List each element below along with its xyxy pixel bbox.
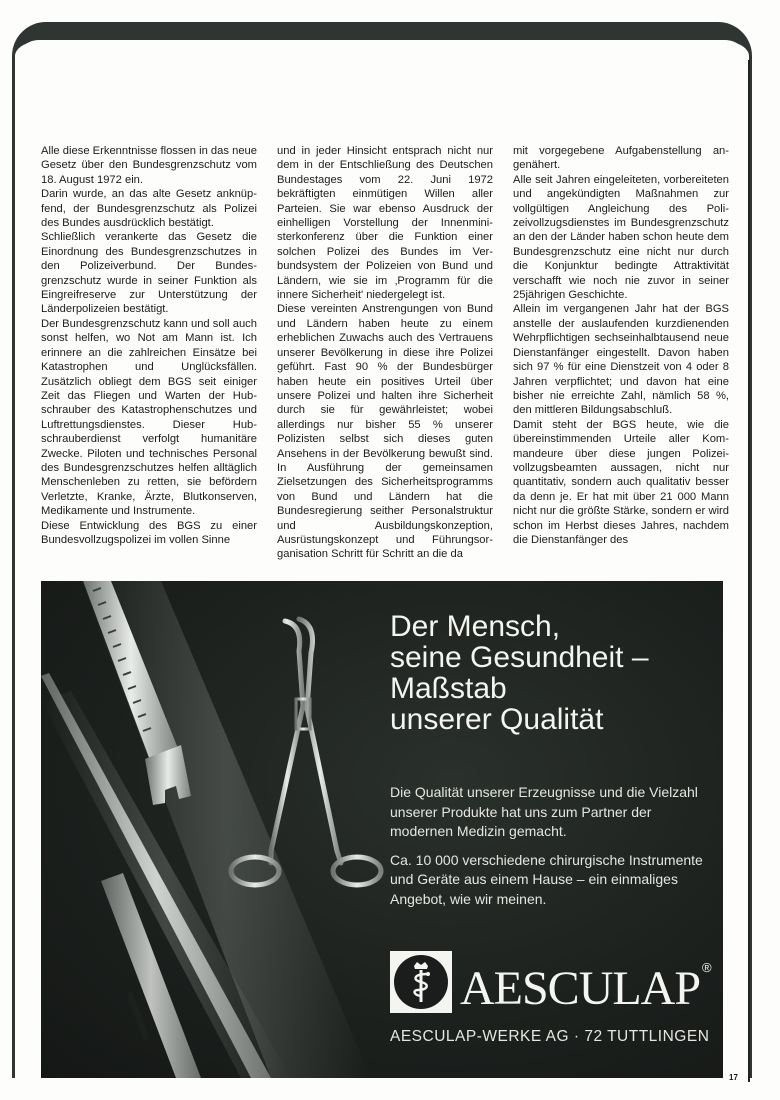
brand-logo-row	[390, 951, 712, 1013]
headline-line: seine Gesundheit –	[390, 641, 649, 674]
paragraph: Schließlich verankerte das Gesetz die Einordnung des Bundesgrenzschutzes in den Polizeiverbund. Der Bundesgrenzschutz wurde in seiner Funktion als Eingreifreserve zur Unterstützung der Länderpolizeien bestätigt.	[41, 231, 257, 316]
rod-of-asclepius-icon	[390, 951, 452, 1013]
article-column-2	[277, 144, 493, 562]
ad-body-copy	[390, 783, 710, 918]
paragraph: Damit steht der BGS heute, wie die übereinstimmenden Urteile aller Kommandeure über diese jungen Polizeivollzugsbeamten aussagen, nicht nur quantitativ, sondern auch qualitativ besser da denn je. Er hat mit über 21 000 Mann nicht nur die größte Stärke, sondern er wird schon im Herbst dieses Jahres, nachdem die Dienstanfänger des	[513, 418, 729, 546]
paragraph: Der Bundesgrenzschutz kann und soll auch sonst helfen, wo Not am Mann ist. Ich erinnere an die zahlreichen Einsätze bei Katastrophen und Unglücksfällen. Zusätzlich obliegt dem BGS seit einiger Zeit das Fliegen und Warten der Hubschrauber des Katastrophenschutzes und Luftrettungsdienstes. Dieser Hubschrauberdienst verfolgt humanitäre Zwecke. Piloten und technisches Personal des Bundesgrenzschutzes helfen alltäglich Menschenleben zu retten, sie befördern Verletzte, Kranke, Ärzte, Blutkonserven, Medikamente und Instrumente.	[41, 317, 257, 518]
paragraph: mit vorgegebene Aufgabenstellung angenähert.	[513, 145, 729, 172]
ad-headline	[390, 611, 649, 735]
headline-line: Der Mensch,	[390, 610, 561, 643]
registered-mark: ®	[702, 960, 712, 975]
article-body	[41, 144, 731, 562]
article-column-3	[513, 144, 729, 562]
paragraph: Diese Entwicklung des BGS zu einer Bundesvollzugspolizei im vollen Sinne	[41, 519, 257, 546]
company-address-line: AESCULAP-WERKE AG · 72 TUTTLINGEN	[390, 1028, 710, 1045]
paragraph: und in jeder Hinsicht entsprach nicht nur dem in der Entschließung des Deutschen Bundestages vom 22. Juni 1972 bekräftigten einmütigen Willen aller Parteien. Sie war ebenso Ausdruck der einhelligen Vorstellung der Innenministerkonferenz über die Funktion einer solchen Polizei des Bundes im Verbundsystem der Polizeien von Bund und Ländern, wie sie im ‚Programm für die innere Sicherheit' niedergelegt ist.	[277, 145, 493, 302]
brand-name: AESCULAP	[460, 962, 701, 1015]
right-margin-rule	[748, 60, 750, 1082]
ad-paragraph: Die Qualität unserer Erzeugnisse und die Vielzahl unserer Produkte hat uns zum Partner der modernen Medizin gemacht.	[390, 784, 698, 839]
article-column-1	[41, 144, 257, 562]
page-number: 17	[729, 1073, 738, 1082]
headline-line: Maßstab	[390, 672, 507, 705]
paragraph: Alle seit Jahren eingeleiteten, vorbereiteten und angekündigten Maßnahmen zur vollgültigen Angleichung des Polizeivollzugsdienstes im Bundesgrenzschutz an den der Länder haben schon heute dem Bundesgrenzschutz eine nicht nur durch die Konjunktur bedingte Attraktivität verschafft wie noch nie zuvor in seiner 25jährigen Geschichte.	[513, 173, 729, 302]
aesculap-advertisement	[41, 581, 723, 1078]
ad-paragraph: Ca. 10 000 verschiedene chirurgische Instrumente und Geräte aus einem Hause – ein einmaliges Angebot, wie wir meinen.	[390, 851, 703, 907]
headline-line: unserer Qualität	[390, 703, 604, 736]
paragraph: Diese vereinten Anstrengungen von Bund und Ländern haben heute zu einem erheblichen Zuwachs auch des Vertrauens unserer Bevölkerung in diese ihre Polizei geführt. Fast 90 % der Bundesbürger haben heute ein positives Urteil über unsere Polizei und halten ihre Sicherheit durch sie für gewährleistet; wobei allerdings nur bisher 55 % unserer Polizisten selbst sich dieses guten Ansehens in der Bevölkerung bewußt sind. In Ausführung der gemeinsamen Zielsetzungen des Sicherheitsprogramms von Bund und Ländern hat die Bundesregierung seither Personalstruktur und Ausbildungskonzeption, Ausrüstungskonzept und Führungsorganisation Schritt für Schritt an die da	[277, 303, 493, 561]
paragraph: Darin wurde, an das alte Gesetz anknüpfend, der Bundesgrenzschutz als Polizei des Bundes ausdrücklich bestätigt.	[41, 188, 257, 230]
paragraph: Alle diese Erkenntnisse flossen in das neue Gesetz über den Bundesgrenzschutz vom 18. August 1972 ein.	[41, 145, 257, 186]
paragraph: Allein im vergangenen Jahr hat der BGS anstelle der auslaufenden kurzdienenden Wehrpflichtigen sechseinhalbtausend neue Dienstanfänger eingestellt. Davon haben sich 97 % für eine Dienstzeit von 4 oder 8 Jahren verpflichtet; und davon hat eine bisher nie erreichte Zahl, nämlich 58 %, den mittleren Bildungsabschluß.	[513, 303, 729, 417]
